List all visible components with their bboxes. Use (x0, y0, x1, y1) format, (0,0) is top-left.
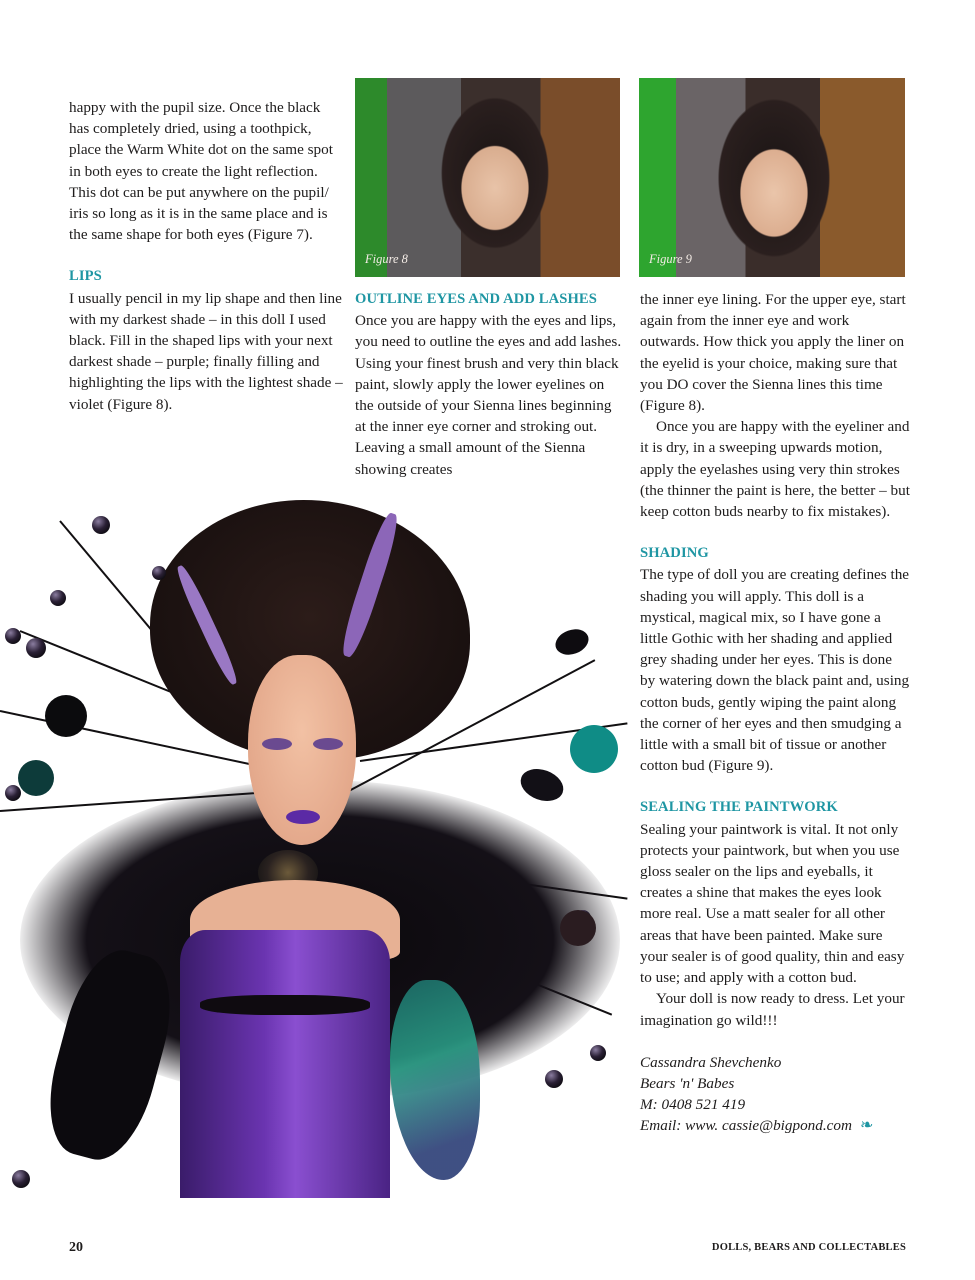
sequin-decoration (570, 725, 618, 773)
bead-decoration (26, 638, 46, 658)
bead-decoration (152, 566, 166, 580)
doll-lips (286, 810, 320, 824)
column-right (640, 289, 910, 1137)
sealing-paragraph: Sealing your paintwork is vital. It not only protects your paintwork, but when you use gloss sealer on the lips and eyeballs, it creates a shine that makes the eyes look more real. Use a matt sealer for all other areas that have been painted. Make sure your sealer is of good quality, thin and easy to use; and apply with a cotton bud. (640, 820, 905, 987)
bead-decoration (545, 1070, 563, 1088)
iridescent-wing (390, 980, 480, 1180)
magazine-title: DOLLS, BEARS AND COLLECTABLES (711, 1242, 906, 1253)
bead-decoration (5, 785, 21, 801)
closing-paragraph: Your doll is now ready to dress. Let your imagination go wild!!! (640, 990, 905, 1029)
bead-decoration (92, 516, 110, 534)
bead-decoration (12, 1170, 30, 1188)
outline-eyes-heading: OUTLINE EYES AND ADD LASHES (355, 291, 597, 307)
figure-9-caption: Figure 9 (649, 252, 692, 266)
column-left (69, 97, 344, 415)
bead-decoration (590, 1045, 606, 1061)
shading-heading: SHADING (640, 545, 709, 562)
phone-number: M: 0408 521 419 (640, 1096, 746, 1114)
email-text: Email: www. cassie@bigpond.com (640, 1117, 852, 1135)
outline-eyes-paragraph: Once you are happy with the eyes and lips, you need to outline the eyes and add lashes. Using your finest brush and very thin black paint, slowly apply the lower eyelines on the outside of your Sienna lines beginning at the inner eye corner and stroking out. Leaving a small amount of the Sienna showing creates (355, 312, 622, 478)
lips-paragraph: I usually pencil in my lip shape and then line with my darkest shade – in this doll I used black. Fill in the shaped lips with your next darkest shade – purple; finally filling and highlighting the lips with the lightest shade – violet (Figure 8). (69, 289, 343, 413)
sequin-decoration (45, 695, 87, 737)
email-line (640, 1115, 910, 1136)
sealing-heading: SEALING THE PAINTWORK (640, 799, 838, 816)
doll-eye-right (313, 738, 343, 750)
lips-heading: LIPS (69, 268, 102, 285)
figure-9-photo (639, 78, 905, 277)
doll-eye-left (262, 738, 292, 750)
signature-block (640, 1052, 910, 1137)
intro-paragraph: happy with the pupil size. Once the black has completely dried, using a toothpick, place the Warm White dot on the same spot in both eyes to create the light reflection. This dot can be put anywhere on the pupil/ iris so long as it is in the same place and is the same shape for both eyes (Figure 7). (69, 99, 333, 244)
purple-dress (180, 930, 390, 1198)
doll-main-photo (0, 480, 630, 1198)
end-mark-icon: ❧ (859, 1117, 874, 1135)
column-middle (355, 289, 625, 480)
continued-paragraph: the inner eye lining. For the upper eye, start again from the inner eye and work outwards. How thick you apply the liner on the eyelid is your choice, making sure that you DO cover the Sienna lines this time (Figure 8). (640, 291, 906, 415)
page-number: 20 (69, 1240, 83, 1255)
sequin-decoration (516, 763, 568, 806)
sequin-decoration (552, 625, 592, 659)
lace-trim (200, 995, 370, 1015)
sequin-decoration (18, 760, 54, 796)
figure-8-caption: Figure 8 (365, 252, 408, 266)
shading-paragraph: The type of doll you are creating defines the shading you will apply. This doll is a mystical, magical mix, so I have gone a little Gothic with her shading and applied grey shading under her eyes. This is done by watering down the black paint and, using cotton buds, gently wiping the paint along the corner of her eyes and then smudging a little with a small bit of tissue or another cotton bud (Figure 9). (640, 566, 910, 775)
eyelash-paragraph: Once you are happy with the eyeliner and it is dry, in a sweeping upwards motion, apply the eyelashes using very thin strokes (the thinner the paint is here, the better – but keep cotton buds nearby to fix mistakes). (640, 418, 910, 521)
author-name: Cassandra Shevchenko (640, 1053, 782, 1071)
figure-8-photo (355, 78, 620, 277)
sequin-decoration (560, 910, 596, 946)
business-name: Bears 'n' Babes (640, 1074, 735, 1092)
bead-decoration (5, 628, 21, 644)
bead-decoration (50, 590, 66, 606)
